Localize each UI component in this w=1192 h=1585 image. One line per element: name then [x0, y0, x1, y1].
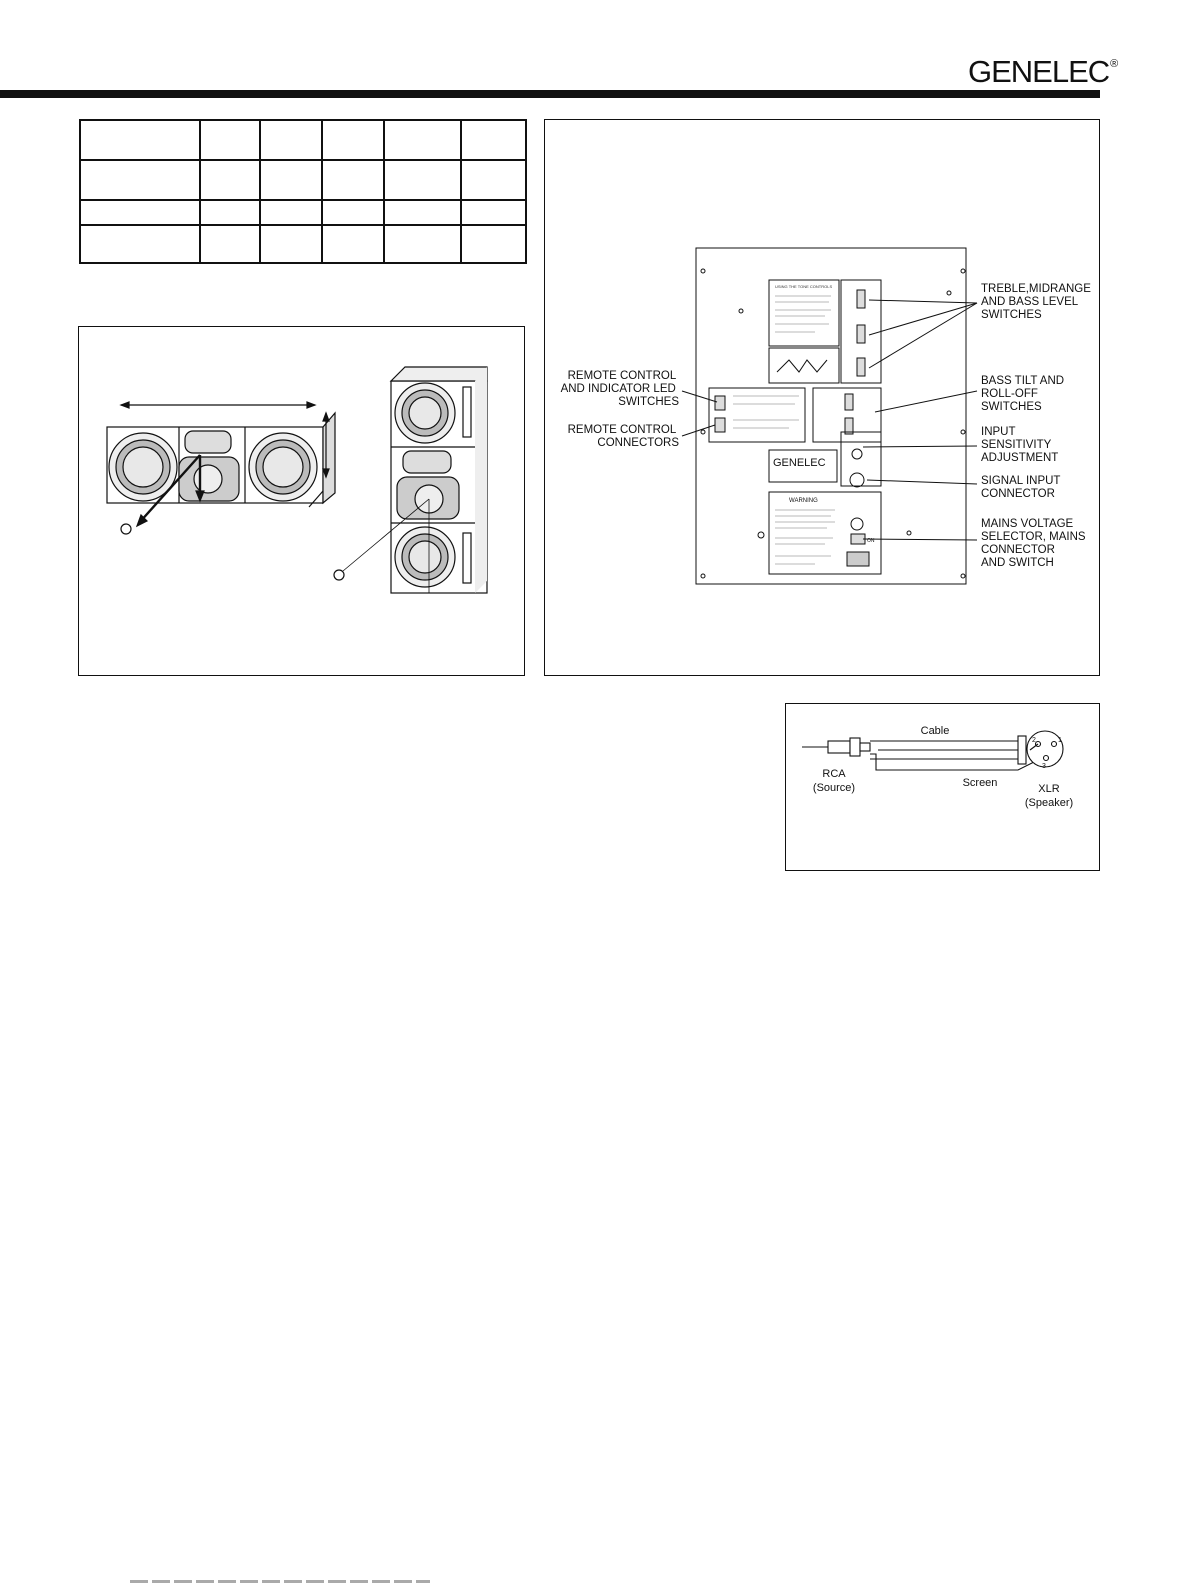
xlr-sublabel: (Speaker)	[1024, 797, 1074, 809]
table-cell	[461, 225, 526, 263]
brand-name: GENELEC	[968, 54, 1110, 89]
panel-on: ON	[867, 538, 875, 544]
horizontal-cabinet-side	[323, 413, 335, 503]
spec-table	[79, 119, 527, 264]
table-cell	[461, 160, 526, 200]
callout-remote-connectors: REMOTE CONTROL CONNECTORS	[567, 424, 679, 449]
rear-panel-drawing	[545, 120, 1099, 675]
rear-panel-plate	[696, 248, 966, 584]
table-row	[80, 160, 526, 200]
table-cell	[260, 160, 322, 200]
listener-marker	[121, 524, 131, 534]
speaker-dimensions-figure	[78, 326, 525, 676]
callout-level-switches: TREBLE,MIDRANGE AND BASS LEVEL SWITCHES	[981, 283, 1091, 321]
cable-label: Cable	[920, 725, 950, 737]
table-row	[80, 225, 526, 263]
table-cell	[200, 225, 260, 263]
mains-connector	[847, 552, 869, 566]
callout-mains: MAINS VOLTAGE SELECTOR, MAINS CONNECTOR AND SWITCH	[981, 518, 1086, 569]
cable-wiring-figure	[785, 703, 1100, 871]
speaker-drawing	[79, 327, 524, 675]
brand-logo	[968, 54, 1117, 90]
callout-remote-switches: REMOTE CONTROL AND INDICATOR LED SWITCHES	[560, 370, 679, 408]
callout-bass-tilt: BASS TILT AND ROLL-OFF SWITCHES	[981, 375, 1065, 413]
screen-label: Screen	[962, 777, 998, 789]
table-cell	[80, 200, 200, 225]
table-cell	[322, 225, 384, 263]
table-cell	[260, 225, 322, 263]
footer-artifact	[130, 1580, 430, 1583]
rca-plug	[802, 738, 870, 756]
table-cell	[461, 120, 526, 160]
table-cell	[384, 200, 461, 225]
table-cell	[80, 160, 200, 200]
table-cell	[384, 225, 461, 263]
cable-body	[870, 741, 1030, 759]
table-cell	[322, 200, 384, 225]
xlr-connector	[1018, 731, 1063, 767]
table-cell	[384, 160, 461, 200]
callout-input-sensitivity: INPUT SENSITIVITY ADJUSTMENT	[981, 426, 1059, 464]
table-row	[80, 200, 526, 225]
table-row	[80, 120, 526, 160]
xlr-pin-1: 1	[1058, 737, 1062, 744]
rear-panel-figure	[544, 119, 1100, 676]
screen-wire	[870, 754, 1038, 770]
table-cell	[200, 160, 260, 200]
panel-warning: WARNING	[789, 498, 818, 504]
listener-marker	[334, 570, 344, 580]
registered-mark: ®	[1110, 57, 1118, 70]
table-cell	[260, 120, 322, 160]
panel-tone-heading: USING THE TONE CONTROLS	[775, 284, 833, 289]
table-cell	[80, 120, 200, 160]
xlr-pin-2: 2	[1032, 737, 1036, 744]
xlr-pin-3: 3	[1042, 763, 1046, 770]
callout-signal-input: SIGNAL INPUT CONNECTOR	[981, 475, 1061, 500]
table-cell	[260, 200, 322, 225]
table-cell	[322, 120, 384, 160]
cable-diagram	[786, 704, 1099, 870]
table-cell	[80, 225, 200, 263]
table-cell	[461, 200, 526, 225]
table-cell	[322, 160, 384, 200]
header-rule	[0, 90, 1100, 98]
tweeter-waveguide	[185, 431, 231, 453]
table-cell	[200, 200, 260, 225]
panel-brand: GENELEC	[773, 457, 826, 469]
table-cell	[200, 120, 260, 160]
table-cell	[384, 120, 461, 160]
rca-sublabel: (Source)	[812, 782, 856, 794]
rca-label: RCA	[822, 768, 846, 780]
power-switch	[851, 534, 865, 544]
xlr-label: XLR	[1038, 783, 1060, 795]
